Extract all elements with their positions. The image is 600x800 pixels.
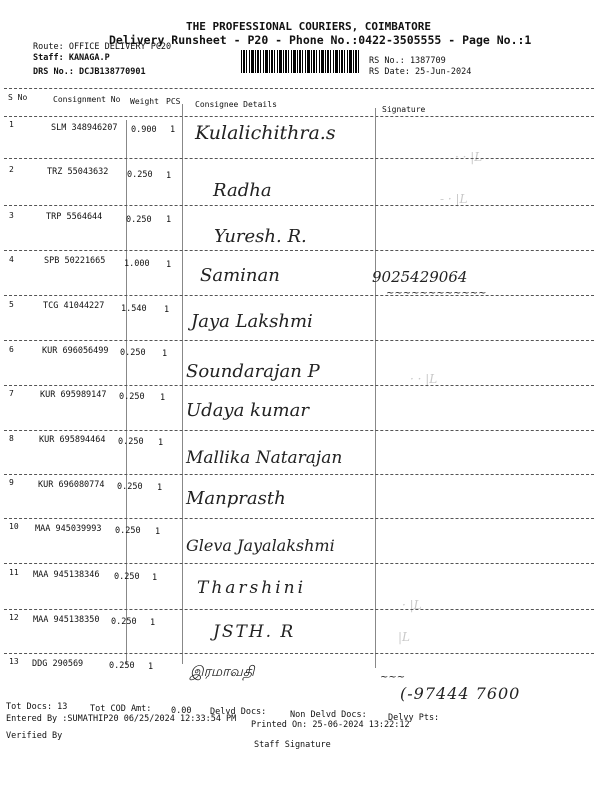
row-pcs: 1: [166, 215, 172, 225]
header-rule-top: [4, 88, 594, 89]
row-pcs: 1: [162, 349, 168, 359]
total-cod-label: Tot COD Amt:: [90, 704, 152, 714]
row-rule: [4, 158, 594, 159]
row-pcs: 1: [160, 393, 166, 403]
row-sno: 5: [9, 300, 14, 309]
col-weight: Weight: [130, 97, 159, 106]
row-signature-scribble: ~~~~~~~~~~~~: [386, 288, 487, 299]
company-name: THE PROFESSIONAL COURIERS, COIMBATORE: [186, 20, 432, 33]
row-consignment: KUR 695894464: [39, 435, 106, 445]
row-sno: 4: [9, 255, 14, 264]
row-weight: 0.250: [109, 661, 135, 671]
row-consignment: MAA 945138346: [33, 570, 100, 580]
col-signature: Signature: [382, 105, 426, 114]
total-cod-value: 0.00: [171, 706, 192, 716]
row-signature-mark: · · |L: [410, 372, 438, 386]
row-consignee: Mallika Natarajan: [186, 448, 343, 468]
row-sno: 8: [9, 434, 14, 443]
row-consignee: Soundarajan P: [186, 361, 320, 382]
row-signature-mark: - · |L: [440, 192, 468, 206]
row-rule: [4, 518, 594, 519]
row-signature-initial: ~~~: [380, 672, 406, 683]
row-sno: 11: [9, 568, 19, 577]
col-consignee: Consignee Details: [195, 100, 277, 109]
row-pcs: 1: [148, 662, 154, 672]
row-rule: [4, 295, 594, 296]
row-consignee: Yuresh. R.: [214, 226, 307, 247]
row-sno: 10: [9, 522, 19, 531]
row-pcs: 1: [155, 527, 161, 537]
row-sno: 6: [9, 345, 14, 354]
row-consignment: MAA 945039993: [35, 524, 102, 534]
verified-by: Verified By: [6, 731, 63, 741]
row-pcs: 1: [170, 125, 176, 135]
row-consignment: TCG 41044227: [43, 301, 105, 311]
row-weight: 0.250: [126, 215, 152, 225]
row-consignment: DDG 290569: [32, 659, 84, 669]
row-weight: 0.250: [120, 348, 146, 358]
row-weight: 0.250: [127, 170, 153, 180]
row-signature: (-97444 7600: [400, 684, 521, 703]
row-consignee: JSTH. R: [213, 622, 296, 642]
row-signature-mark: · |L: [402, 598, 422, 612]
row-weight: 0.250: [118, 437, 144, 447]
row-consignee: Kulalichithra.s: [195, 122, 336, 144]
row-pcs: 1: [164, 305, 170, 315]
row-sno: 12: [9, 613, 19, 622]
staff-label: Staff: KANAGA.P: [33, 53, 110, 63]
row-consignee: Radha: [213, 180, 272, 201]
row-signature-mark: · · |L: [455, 150, 483, 164]
row-consignee: Udaya kumar: [186, 400, 309, 421]
row-rule: [4, 653, 594, 654]
row-consignment: SPB 50221665: [44, 256, 106, 266]
row-pcs: 1: [150, 618, 156, 628]
delivered-docs: Delvd Docs:: [210, 707, 267, 717]
row-pcs: 1: [157, 483, 163, 493]
row-consignment: KUR 696056499: [42, 346, 109, 356]
row-rule: [4, 250, 594, 251]
row-consignee: Manprasth: [186, 488, 286, 509]
row-weight: 1.000: [124, 259, 150, 269]
runsheet-title: Delivery Runsheet - P20 - Phone No.:0422-3505555 - Page No.:1: [109, 33, 532, 47]
row-consignee: Gleva Jayalakshmi: [186, 536, 335, 555]
col-consignment: Consignment No: [53, 95, 121, 104]
rs-date: RS Date: 25-Jun-2024: [369, 67, 472, 77]
row-consignee: Jaya Lakshmi: [191, 311, 313, 332]
row-signature: 9025429064: [372, 268, 468, 286]
row-rule: [4, 385, 594, 386]
row-rule: [4, 474, 594, 475]
header-rule-bottom: [4, 116, 594, 117]
route-label: Route: OFFICE DELIVERY PC20: [33, 42, 172, 52]
row-weight: 0.250: [111, 617, 137, 627]
staff-signature: Staff Signature: [254, 740, 331, 750]
row-weight: 0.250: [119, 392, 145, 402]
row-pcs: 1: [166, 260, 172, 270]
drs-number: DRS No.: DCJB138770901: [33, 67, 146, 77]
row-consignment: KUR 695989147: [40, 390, 107, 400]
row-sno: 9: [9, 478, 14, 487]
row-pcs: 1: [166, 171, 172, 181]
row-weight: 1.540: [121, 304, 147, 314]
row-consignee: இரமாவதி: [190, 664, 255, 680]
row-consignment: MAA 945138350: [33, 615, 100, 625]
col-sno: S No: [8, 93, 28, 102]
row-rule: [4, 563, 594, 564]
entered-by: Entered By :SUMATHIP20 06/25/2024 12:33:54 PM: [6, 714, 237, 724]
row-consignee: Tharshini: [197, 578, 307, 598]
row-sno: 2: [9, 165, 14, 174]
row-sno: 1: [9, 120, 14, 129]
row-consignment: TRP 5564644: [46, 212, 103, 222]
row-consignment: KUR 696080774: [38, 480, 105, 490]
row-consignee: Saminan: [200, 265, 280, 286]
column-divider-consignee: [182, 104, 183, 664]
row-rule: [4, 609, 594, 610]
barcode: [241, 50, 359, 73]
row-rule: [4, 430, 594, 431]
row-consignment: TRZ 55043632: [47, 167, 109, 177]
row-sno: 3: [9, 211, 14, 220]
row-weight: 0.250: [117, 482, 143, 492]
total-docs: Tot Docs: 13: [6, 702, 68, 712]
column-divider-signature: [375, 108, 376, 668]
col-pcs: PCS: [166, 97, 181, 106]
row-sno: 13: [9, 657, 19, 666]
printed-on: Printed On: 25-06-2024 13:22:12: [251, 720, 410, 730]
rs-number: RS No.: 1387709: [369, 56, 446, 66]
row-weight: 0.250: [115, 526, 141, 536]
row-pcs: 1: [158, 438, 164, 448]
row-consignment: SLM 348946207: [51, 123, 118, 133]
row-rule: [4, 205, 594, 206]
non-delivered-docs: Non Delvd Docs:: [290, 710, 367, 720]
row-pcs: 1: [152, 573, 158, 583]
row-signature-mark: |L: [398, 630, 411, 644]
row-weight: 0.250: [114, 572, 140, 582]
row-weight: 0.900: [131, 125, 157, 135]
row-sno: 7: [9, 389, 14, 398]
row-rule: [4, 340, 594, 341]
delivery-points: Delvy Pts:: [388, 713, 440, 723]
